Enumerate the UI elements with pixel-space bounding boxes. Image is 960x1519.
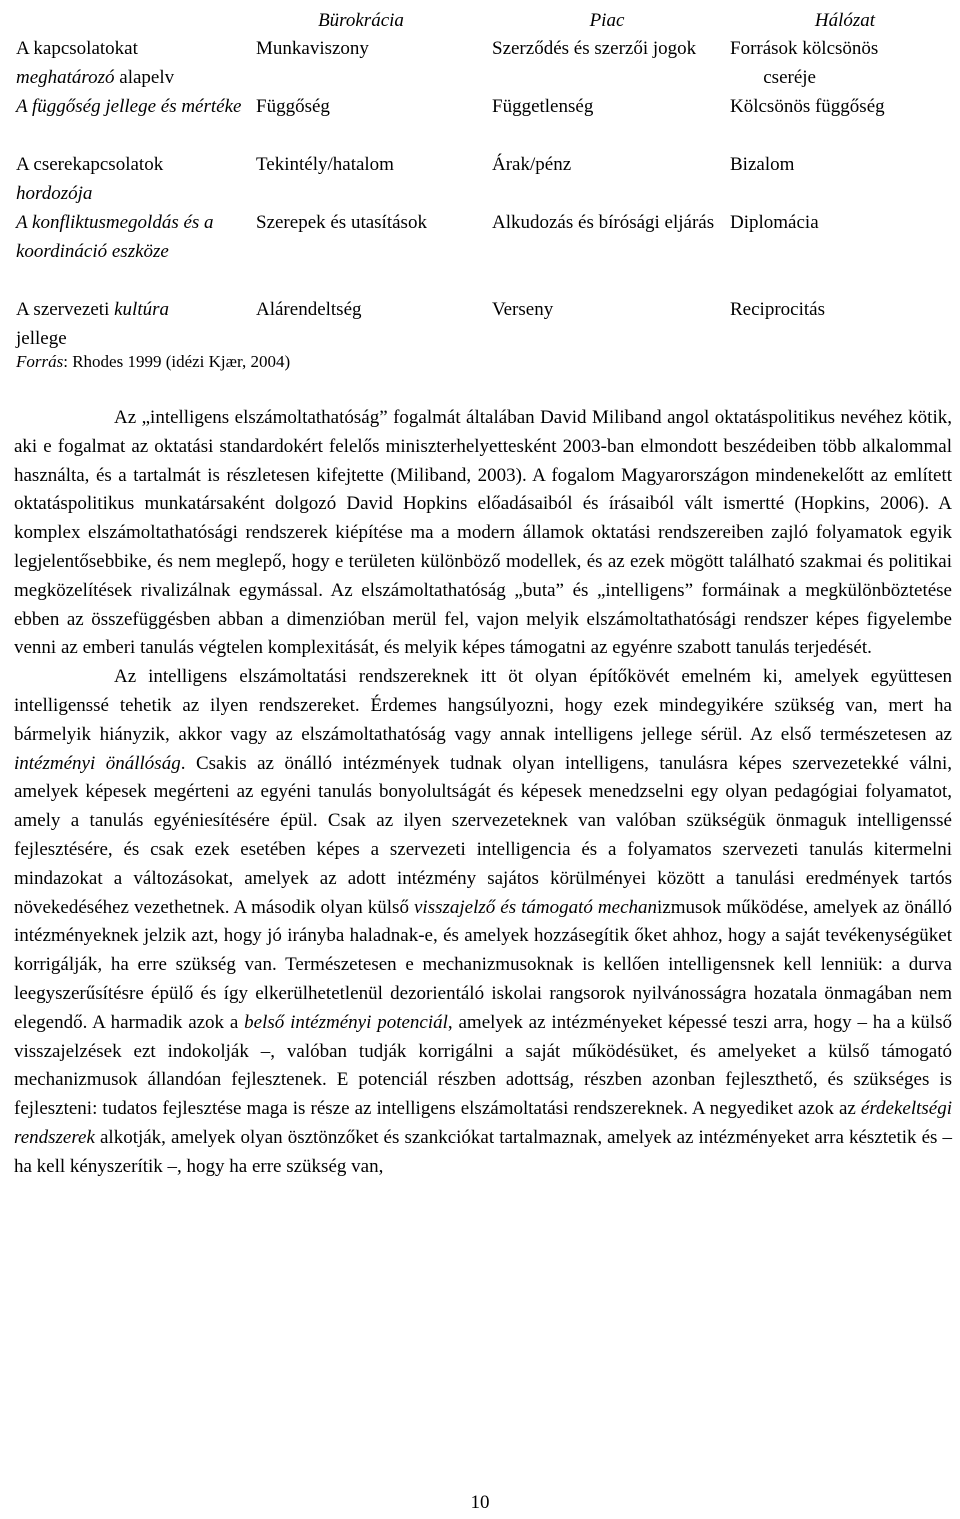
table-row <box>14 150 954 208</box>
table-row <box>14 295 954 353</box>
row-label: A szervezeti kultúra jellege <box>16 299 170 349</box>
paragraph: Az intelligens elszámoltatási rendszereknek itt öt olyan építőkövét emelném ki, amelyek együttesen intelligenssé tehetik az ilyen rendszereket. Érdemes hangsúlyozni, hogy ezek mindegyikére szükség van, mert ha bármelyik hiányzik, akkor vagy az elszámoltathatóság vagy annak intelligens jellege sérül. Az első természetesen az intézményi önállóság. Csakis az önálló intézmények tudnak olyan intelligens, tanulásra képes szervezetekké válni, amelyek képesek megérteni az egyéni tanulás bonyolultságát és képesek menedzselni egy olyan pedagógiai folyamatot, amely a tanulás egyéniesítésére épül. Csak az ilyen szervezeteknek van valóban szükségük önmaguk intelligenssé fejlesztésére, és csak ezek esetében képes a szervezeti intelligencia és a folyamatos szervezeti tanulás kitermelni mindazokat a változásokat, amelyek az adott intézmény sajátos körülményei között a tanulási eredmények tartós növekedéséhez vezethetnek. A második olyan külső visszajelző és támogató mechanizmusok működése, amelyek az önálló intézményeknek jelzik azt, hogy jó irányba haladnak-e, és amelyek hozzásegítik őket ahhoz, hogy a saját tevékenységüket korrigálják, ha erre szükség van. Természetesen e mechanizmusoknak is kellően intelligensnek kell lenniük: a durva leegyszerűsítésre épülő és így elkerülhetetlenül dezorientáló iskolai rangsorok nyilvánosságra hozatala önmagában nem elegendő. A harmadik azok a belső intézményi potenciál, amelyek az intézményeket képessé teszi arra, hogy – ha a külső visszajelzések ezt indokolják –, valóban tudják korrigálni a saját működésüket, és amelyeket a külső támogató mechanizmusok állandóan fejlesztenek. E potenciál részben adottság, részben azonban fejleszthető, és szükséges is fejleszteni: tudatos fejlesztése maga is része az intelligens elszámoltatási rendszereknek. A negyediket azok az érdekeltségi rendszerek alkotják, amelyek olyan ösztönzőket és szankciókat tartalmaznak, amelyek az intézményeket arra késztetik és – ha kell kényszerítik –, hogy ha erre szükség van, <box>14 666 953 1177</box>
cell-piac: Szerződés és szerzői jogok <box>492 38 697 59</box>
cell-halozat: Reciprocitás <box>730 299 825 320</box>
cell-halozat: Diplomácia <box>730 212 819 233</box>
cell-burokracia: Tekintély/hatalom <box>256 154 394 175</box>
col-header-burokracia: Bürokrácia <box>318 10 404 31</box>
cell-halozat: Kölcsönös függőség <box>730 96 885 117</box>
col-header-piac: Piac <box>589 10 625 31</box>
page-number: 10 <box>470 1492 490 1513</box>
row-label: A konfliktusmegoldás és a koordináció eszköze <box>16 212 214 262</box>
cell-piac: Verseny <box>492 299 554 320</box>
cell-piac: Függetlenség <box>492 96 594 117</box>
source-prefix: Forrás <box>16 352 64 371</box>
col-header-halozat: Hálózat <box>814 10 876 31</box>
row-label: A függőség jellege és mértéke <box>16 96 242 117</box>
comparison-table <box>14 6 954 353</box>
table-source-note <box>16 352 290 372</box>
cell-burokracia: Szerepek és utasítások <box>256 212 427 233</box>
cell-burokracia: Alárendeltség <box>256 299 362 320</box>
source-text: : Rhodes 1999 (idézi Kjær, 2004) <box>63 352 291 371</box>
row-label: A kapcsolatokat meghatározó alapelv <box>16 38 175 88</box>
cell-burokracia: Függőség <box>256 96 330 117</box>
paragraph: Az „intelligens elszámoltathatóság” fogalmát általában David Miliband angol oktatáspolitikus nevéhez kötik, aki e fogalmat az oktatási standardokért felelős miniszterhelyettesként 2003-ban elmondott beszédeiben több alkalommal használta, és a tartalmát is részletesen kifejtette (Miliband, 2003). A fogalom Magyarországon mindenekelőtt az említett oktatáspolitikus munkatársaként dolgozó David Hopkins előadásaiból és írásaiból vált ismertté (Hopkins, 2006). A komplex elszámoltathatósági rendszerek kiépítése ma a modern államok oktatási rendszereiben zajló folyamatok egyik legjelentősebbike, és nem meglepő, hogy e területen különböző modellek, és az ezek mögött található szakmai és politikai megközelítések rivalizálnak egymással. Az elszámoltathatóság „buta” és „intelligens” formáinak a megkülönböztetése ebben az összefüggésben abban a dimenzióban merül fel, vajon melyik elszámoltathatósági rendszer képes figyelembe venni az emberi tanulás végtelen komplexitását, és melyik képes támogatni az egyénre szabott tanulás terjedését. <box>14 407 952 659</box>
cell-piac: Árak/pénz <box>492 154 572 175</box>
row-label: A cserekapcsolatok hordozója <box>16 154 164 204</box>
cell-halozat: Források kölcsönös cseréje <box>730 38 879 88</box>
table-header-row <box>14 6 954 34</box>
table-row <box>14 208 954 295</box>
table-row <box>14 92 954 150</box>
table-row <box>14 34 954 92</box>
cell-piac: Alkudozás és bírósági eljárás <box>492 212 715 233</box>
cell-halozat: Bizalom <box>730 154 795 175</box>
body-text <box>14 404 952 1182</box>
cell-burokracia: Munkaviszony <box>256 38 369 59</box>
